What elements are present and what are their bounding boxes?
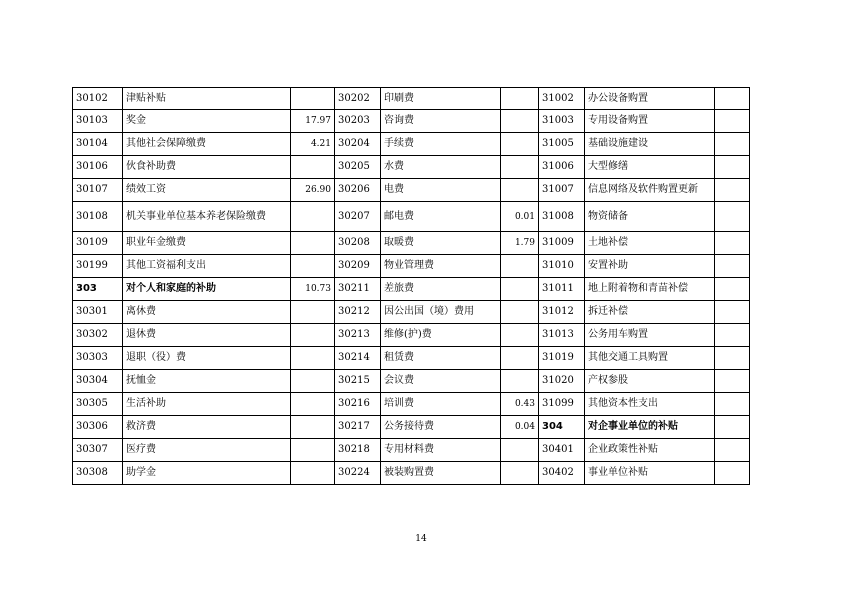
amount-cell: 1.79 [501,232,539,255]
name-cell: 其他工资福利支出 [123,255,291,278]
amount-cell [715,439,750,462]
name-cell: 专用设备购置 [585,110,715,133]
code-cell: 30107 [73,179,123,202]
name-cell: 大型修缮 [585,156,715,179]
name-cell: 被装购置费 [381,462,501,485]
code-cell: 30218 [335,439,381,462]
name-cell: 租赁费 [381,347,501,370]
name-cell: 离休费 [123,301,291,324]
name-cell: 地上附着物和青苗补偿 [585,278,715,301]
table-row [73,179,750,202]
table-row [73,370,750,393]
code-cell: 31009 [539,232,585,255]
name-cell: 对个人和家庭的补助 [123,278,291,301]
code-cell: 30205 [335,156,381,179]
code-cell: 30402 [539,462,585,485]
amount-cell [291,462,335,485]
name-cell: 拆迁补偿 [585,301,715,324]
name-cell: 印刷费 [381,88,501,110]
name-cell: 医疗费 [123,439,291,462]
name-cell: 生活补助 [123,393,291,416]
amount-cell [291,393,335,416]
amount-cell [715,462,750,485]
table-row [73,324,750,347]
name-cell: 退休费 [123,324,291,347]
amount-cell [715,179,750,202]
table-row [73,202,750,232]
code-cell: 30308 [73,462,123,485]
name-cell: 津贴补贴 [123,88,291,110]
amount-cell: 10.73 [291,278,335,301]
amount-cell [715,324,750,347]
code-cell: 30214 [335,347,381,370]
amount-cell [715,347,750,370]
code-cell: 30202 [335,88,381,110]
name-cell: 土地补偿 [585,232,715,255]
code-cell: 31011 [539,278,585,301]
table-row [73,278,750,301]
name-cell: 助学金 [123,462,291,485]
code-cell: 30302 [73,324,123,347]
amount-cell [291,416,335,439]
amount-cell [501,133,539,156]
code-cell: 30203 [335,110,381,133]
code-cell: 30305 [73,393,123,416]
page-number: 14 [415,534,427,544]
amount-cell [715,133,750,156]
amount-cell [715,202,750,232]
amount-cell [291,301,335,324]
code-cell: 30108 [73,202,123,232]
expenditure-classification-table [72,87,750,485]
name-cell: 其他交通工具购置 [585,347,715,370]
name-cell: 退职（役）费 [123,347,291,370]
table-row [73,110,750,133]
name-cell: 基础设施建设 [585,133,715,156]
code-cell: 31020 [539,370,585,393]
amount-cell: 26.90 [291,179,335,202]
table-row [73,255,750,278]
name-cell: 物业管理费 [381,255,501,278]
table-row [73,439,750,462]
table-row [73,393,750,416]
name-cell: 绩效工资 [123,179,291,202]
name-cell: 手续费 [381,133,501,156]
name-cell: 公务接待费 [381,416,501,439]
amount-cell [715,301,750,324]
amount-cell [501,110,539,133]
code-cell: 30224 [335,462,381,485]
code-cell: 31007 [539,179,585,202]
code-cell: 31006 [539,156,585,179]
code-cell: 31003 [539,110,585,133]
amount-cell [501,156,539,179]
code-cell: 30109 [73,232,123,255]
name-cell: 企业政策性补贴 [585,439,715,462]
amount-cell [501,278,539,301]
name-cell: 取暖费 [381,232,501,255]
code-cell: 30207 [335,202,381,232]
name-cell: 电费 [381,179,501,202]
code-cell: 30106 [73,156,123,179]
name-cell: 职业年金缴费 [123,232,291,255]
code-cell: 31010 [539,255,585,278]
table-row [73,301,750,324]
amount-cell [715,416,750,439]
name-cell: 办公设备购置 [585,88,715,110]
name-cell: 会议费 [381,370,501,393]
code-cell: 30209 [335,255,381,278]
code-cell: 30217 [335,416,381,439]
amount-cell [715,88,750,110]
amount-cell [715,232,750,255]
amount-cell: 4.21 [291,133,335,156]
amount-cell [291,439,335,462]
code-cell: 30303 [73,347,123,370]
name-cell: 邮电费 [381,202,501,232]
amount-cell: 0.01 [501,202,539,232]
name-cell: 因公出国（境）费用 [381,301,501,324]
code-cell: 30216 [335,393,381,416]
code-cell: 31019 [539,347,585,370]
code-cell: 31008 [539,202,585,232]
amount-cell [715,278,750,301]
amount-cell: 0.04 [501,416,539,439]
amount-cell [715,156,750,179]
code-cell: 30304 [73,370,123,393]
name-cell: 维修(护)费 [381,324,501,347]
amount-cell [291,255,335,278]
code-cell: 30199 [73,255,123,278]
amount-cell [291,156,335,179]
code-cell: 30211 [335,278,381,301]
table-row [73,133,750,156]
table-row [73,462,750,485]
amount-cell [501,347,539,370]
code-cell: 31013 [539,324,585,347]
amount-cell [501,370,539,393]
amount-cell: 17.97 [291,110,335,133]
amount-cell [501,179,539,202]
amount-cell [291,347,335,370]
code-cell: 31012 [539,301,585,324]
name-cell: 差旅费 [381,278,501,301]
code-cell: 303 [73,278,123,301]
code-cell: 30206 [335,179,381,202]
name-cell: 水费 [381,156,501,179]
amount-cell [291,88,335,110]
table-row [73,232,750,255]
name-cell: 物资储备 [585,202,715,232]
amount-cell [291,202,335,232]
amount-cell [501,324,539,347]
code-cell: 30102 [73,88,123,110]
name-cell: 公务用车购置 [585,324,715,347]
code-cell: 30212 [335,301,381,324]
name-cell: 专用材料费 [381,439,501,462]
name-cell: 奖金 [123,110,291,133]
amount-cell [715,110,750,133]
code-cell: 304 [539,416,585,439]
name-cell: 安置补助 [585,255,715,278]
table-body [73,88,750,485]
name-cell: 救济费 [123,416,291,439]
code-cell: 30204 [335,133,381,156]
name-cell: 事业单位补贴 [585,462,715,485]
code-cell: 31005 [539,133,585,156]
name-cell: 抚恤金 [123,370,291,393]
name-cell: 机关事业单位基本养老保险缴费 [123,202,291,232]
table-row [73,156,750,179]
amount-cell: 0.43 [501,393,539,416]
table-row [73,347,750,370]
amount-cell [501,255,539,278]
code-cell: 31099 [539,393,585,416]
amount-cell [291,232,335,255]
name-cell: 培训费 [381,393,501,416]
name-cell: 伙食补助费 [123,156,291,179]
amount-cell [291,370,335,393]
amount-cell [715,393,750,416]
code-cell: 30103 [73,110,123,133]
code-cell: 30401 [539,439,585,462]
code-cell: 30307 [73,439,123,462]
name-cell: 其他资本性支出 [585,393,715,416]
amount-cell [715,255,750,278]
code-cell: 31002 [539,88,585,110]
amount-cell [291,324,335,347]
name-cell: 其他社会保障缴费 [123,133,291,156]
code-cell: 30215 [335,370,381,393]
name-cell: 咨询费 [381,110,501,133]
code-cell: 30301 [73,301,123,324]
table-row [73,416,750,439]
amount-cell [501,439,539,462]
table-row [73,88,750,110]
amount-cell [501,88,539,110]
name-cell: 信息网络及软件购置更新 [585,179,715,202]
name-cell: 对企事业单位的补贴 [585,416,715,439]
code-cell: 30208 [335,232,381,255]
amount-cell [501,301,539,324]
name-cell: 产权参股 [585,370,715,393]
amount-cell [715,370,750,393]
code-cell: 30306 [73,416,123,439]
amount-cell [501,462,539,485]
code-cell: 30104 [73,133,123,156]
code-cell: 30213 [335,324,381,347]
